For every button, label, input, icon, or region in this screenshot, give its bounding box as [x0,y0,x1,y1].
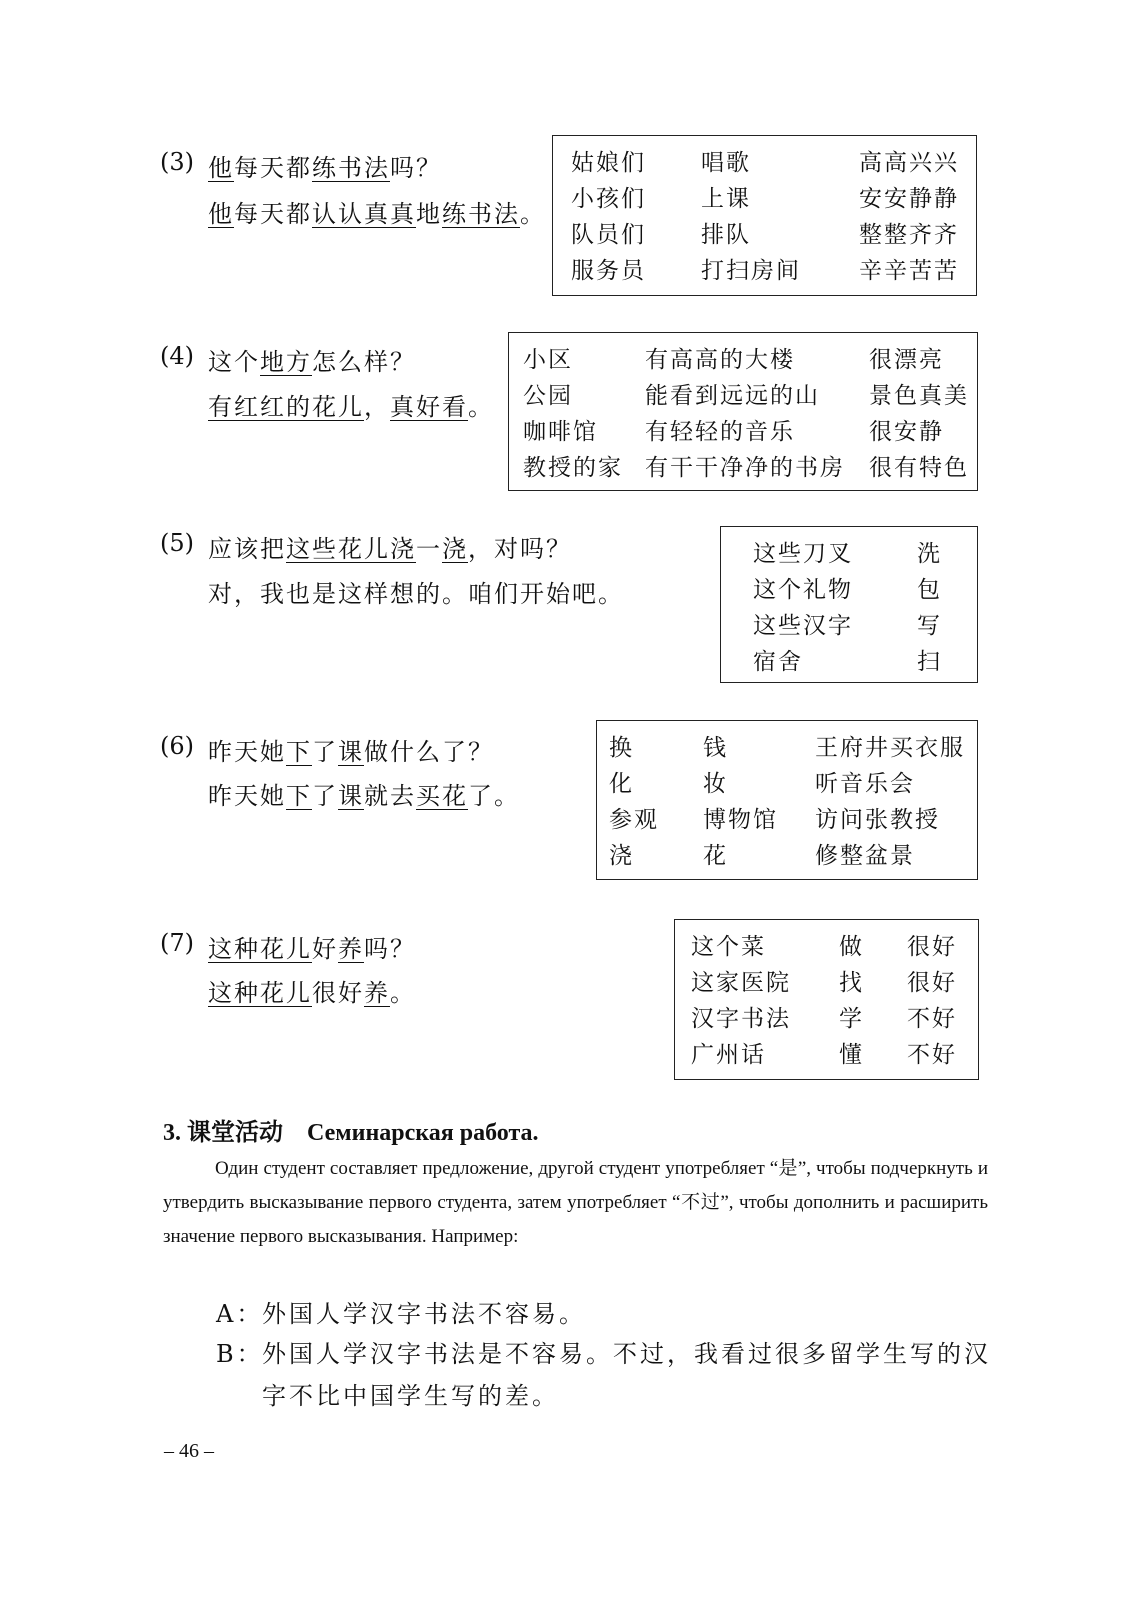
underlined-phrase: 课 [338,738,364,766]
question [208,148,442,183]
text-fragment: 昨天她 [208,782,286,810]
table-cell: 打扫房间 [701,258,801,284]
table-row [553,180,976,216]
table-cell: 访问张教授 [815,807,940,833]
text-fragment: 了 [312,738,338,766]
dialogue-line-a: 外国人学汉字书法不容易。 [262,1300,586,1328]
table-cell: 整整齐齐 [859,222,959,248]
table-cell: 有干干净净的书房 [645,455,845,481]
table-cell: 咖啡馆 [523,419,598,445]
text-fragment: 。 [520,200,546,228]
text-fragment: 。 [390,979,416,1007]
table-cell: 汉字书法 [691,1006,791,1032]
exercise-number: (6) [160,732,194,760]
table-cell: 这些汉字 [753,613,853,639]
underlined-phrase: 有红红的花儿 [208,393,364,421]
instruction-text: Один студент составляет предложение, другой студент употребляет “是”, чтобы подчеркнуть и утвердить высказывание первого студента, затем употребляет “不过”, чтобы дополнить и расширить значение первого высказывания. Например: [163,1158,988,1247]
text-fragment: 一 [416,535,442,563]
table-cell: 教授的家 [523,455,623,481]
table-row [675,1036,978,1072]
table-cell: 写 [917,613,942,639]
underlined-phrase: 下 [286,782,312,810]
underlined-phrase: 地方 [260,348,312,376]
question [208,929,416,964]
substitution-table [674,919,979,1080]
question [208,342,416,377]
text-fragment: 了 [312,782,338,810]
table-cell: 服务员 [571,258,646,284]
text-fragment: 好 [312,935,338,963]
table-cell: 换 [609,735,634,761]
text-fragment: ，对吗？ [468,535,572,563]
table-cell: 有轻轻的音乐 [645,419,795,445]
table-row [597,729,977,765]
table-cell: 做 [839,934,864,960]
underlined-phrase: 练书法 [312,154,390,182]
underlined-phrase: 他 [208,154,234,182]
underlined-phrase: 他 [208,200,234,228]
table-cell: 景色真美 [869,383,969,409]
text-fragment: 吗？ [390,154,442,182]
underlined-phrase: 买花 [416,782,468,810]
table-cell: 姑娘们 [571,150,646,176]
text-fragment: 地 [416,200,442,228]
dialogue-speaker-a: A： [216,1300,264,1328]
text-fragment: 这个 [208,348,260,376]
answer [208,776,520,811]
table-row [509,449,977,485]
text-fragment: 。 [468,393,494,421]
table-cell: 广州话 [691,1042,766,1068]
table-cell: 宿舍 [753,649,803,675]
question [208,732,494,767]
answer [208,194,546,229]
text-fragment: 吗？ [364,935,416,963]
underlined-phrase: 浇 [390,535,416,563]
substitution-table [508,332,978,491]
text-fragment: 对，我也是这样想的。咱们开始吧。 [208,580,624,608]
table-cell: 上课 [701,186,751,212]
table-cell: 不好 [907,1006,957,1032]
instruction-paragraph [163,1152,988,1254]
text-fragment: 就去 [364,782,416,810]
table-cell: 高高兴兴 [859,150,959,176]
answer [208,973,416,1008]
table-row [509,341,977,377]
text-fragment: 应该把 [208,535,286,563]
table-cell: 很好 [907,934,957,960]
table-cell: 有高高的大楼 [645,347,795,373]
table-cell: 妆 [703,771,728,797]
underlined-phrase: 课 [338,782,364,810]
table-cell: 学 [839,1006,864,1032]
dialogue-line-b2: 字不比中国学生写的差。 [262,1382,559,1410]
table-cell: 小区 [523,347,573,373]
table-cell: 洗 [917,541,942,567]
table-row [597,765,977,801]
table-row [597,801,977,837]
table-row [553,252,976,288]
table-cell: 这个礼物 [753,577,853,603]
text-fragment: ， [364,393,390,421]
underlined-phrase: 浇 [442,535,468,563]
section-title: 3. 课堂活动 Семинарская работа. [163,1120,539,1146]
table-cell: 很好 [907,970,957,996]
exercise-number: (5) [160,529,194,557]
table-cell: 包 [917,577,942,603]
table-row [721,607,977,643]
underlined-phrase: 真好看 [390,393,468,421]
table-cell: 参观 [609,807,659,833]
exercise-number: (7) [160,929,194,957]
table-row [675,964,978,1000]
text-fragment: 昨天她 [208,738,286,766]
table-cell: 公园 [523,383,573,409]
page-number: – 46 – [164,1440,214,1462]
table-cell: 王府井买衣服 [815,735,965,761]
table-cell: 排队 [701,222,751,248]
dialogue-speaker-b: B： [216,1340,264,1368]
table-cell: 修整盆景 [815,843,915,869]
table-cell: 不好 [907,1042,957,1068]
underlined-phrase: 养 [338,935,364,963]
text-fragment: 很好 [312,979,364,1007]
substitution-table [552,135,977,296]
table-cell: 浇 [609,843,634,869]
table-row [509,377,977,413]
text-fragment: 怎么样？ [312,348,416,376]
table-row [553,144,976,180]
table-cell: 花 [703,843,728,869]
table-cell: 懂 [839,1042,864,1068]
underlined-phrase: 这种花儿 [208,979,312,1007]
underlined-phrase: 练书法 [442,200,520,228]
dialogue-line-b1: 外国人学汉字书法是不容易。不过，我看过很多留学生写的汉 [262,1340,991,1368]
table-cell: 扫 [917,649,942,675]
table-cell: 博物馆 [703,807,778,833]
table-cell: 很漂亮 [869,347,944,373]
table-row [553,216,976,252]
table-row [675,928,978,964]
table-cell: 能看到远远的山 [645,383,820,409]
table-row [721,643,977,679]
answer [208,574,624,609]
text-fragment: 做什么了？ [364,738,494,766]
underlined-phrase: 这种花儿 [208,935,312,963]
table-cell: 这些刀叉 [753,541,853,567]
text-fragment: 了。 [468,782,520,810]
table-row [509,413,977,449]
substitution-table [596,720,978,880]
underlined-phrase: 认认真真 [312,200,416,228]
table-cell: 钱 [703,735,728,761]
table-cell: 找 [839,970,864,996]
underlined-phrase: 这些花儿 [286,535,390,563]
table-row [721,535,977,571]
exercise-number: (4) [160,342,194,370]
table-cell: 这家医院 [691,970,791,996]
table-cell: 听音乐会 [815,771,915,797]
text-fragment: 每天都 [234,154,312,182]
table-cell: 很有特色 [869,455,969,481]
table-cell: 小孩们 [571,186,646,212]
table-cell: 这个菜 [691,934,766,960]
table-cell: 唱歌 [701,150,751,176]
table-cell: 队员们 [571,222,646,248]
text-fragment: 每天都 [234,200,312,228]
table-row [597,837,977,873]
table-row [675,1000,978,1036]
table-cell: 很安静 [869,419,944,445]
underlined-phrase: 养 [364,979,390,1007]
substitution-table [720,526,978,683]
answer [208,387,494,422]
table-cell: 辛辛苦苦 [859,258,959,284]
question [208,529,572,564]
table-cell: 化 [609,771,634,797]
table-cell: 安安静静 [859,186,959,212]
table-row [721,571,977,607]
underlined-phrase: 下 [286,738,312,766]
exercise-number: (3) [160,148,194,176]
